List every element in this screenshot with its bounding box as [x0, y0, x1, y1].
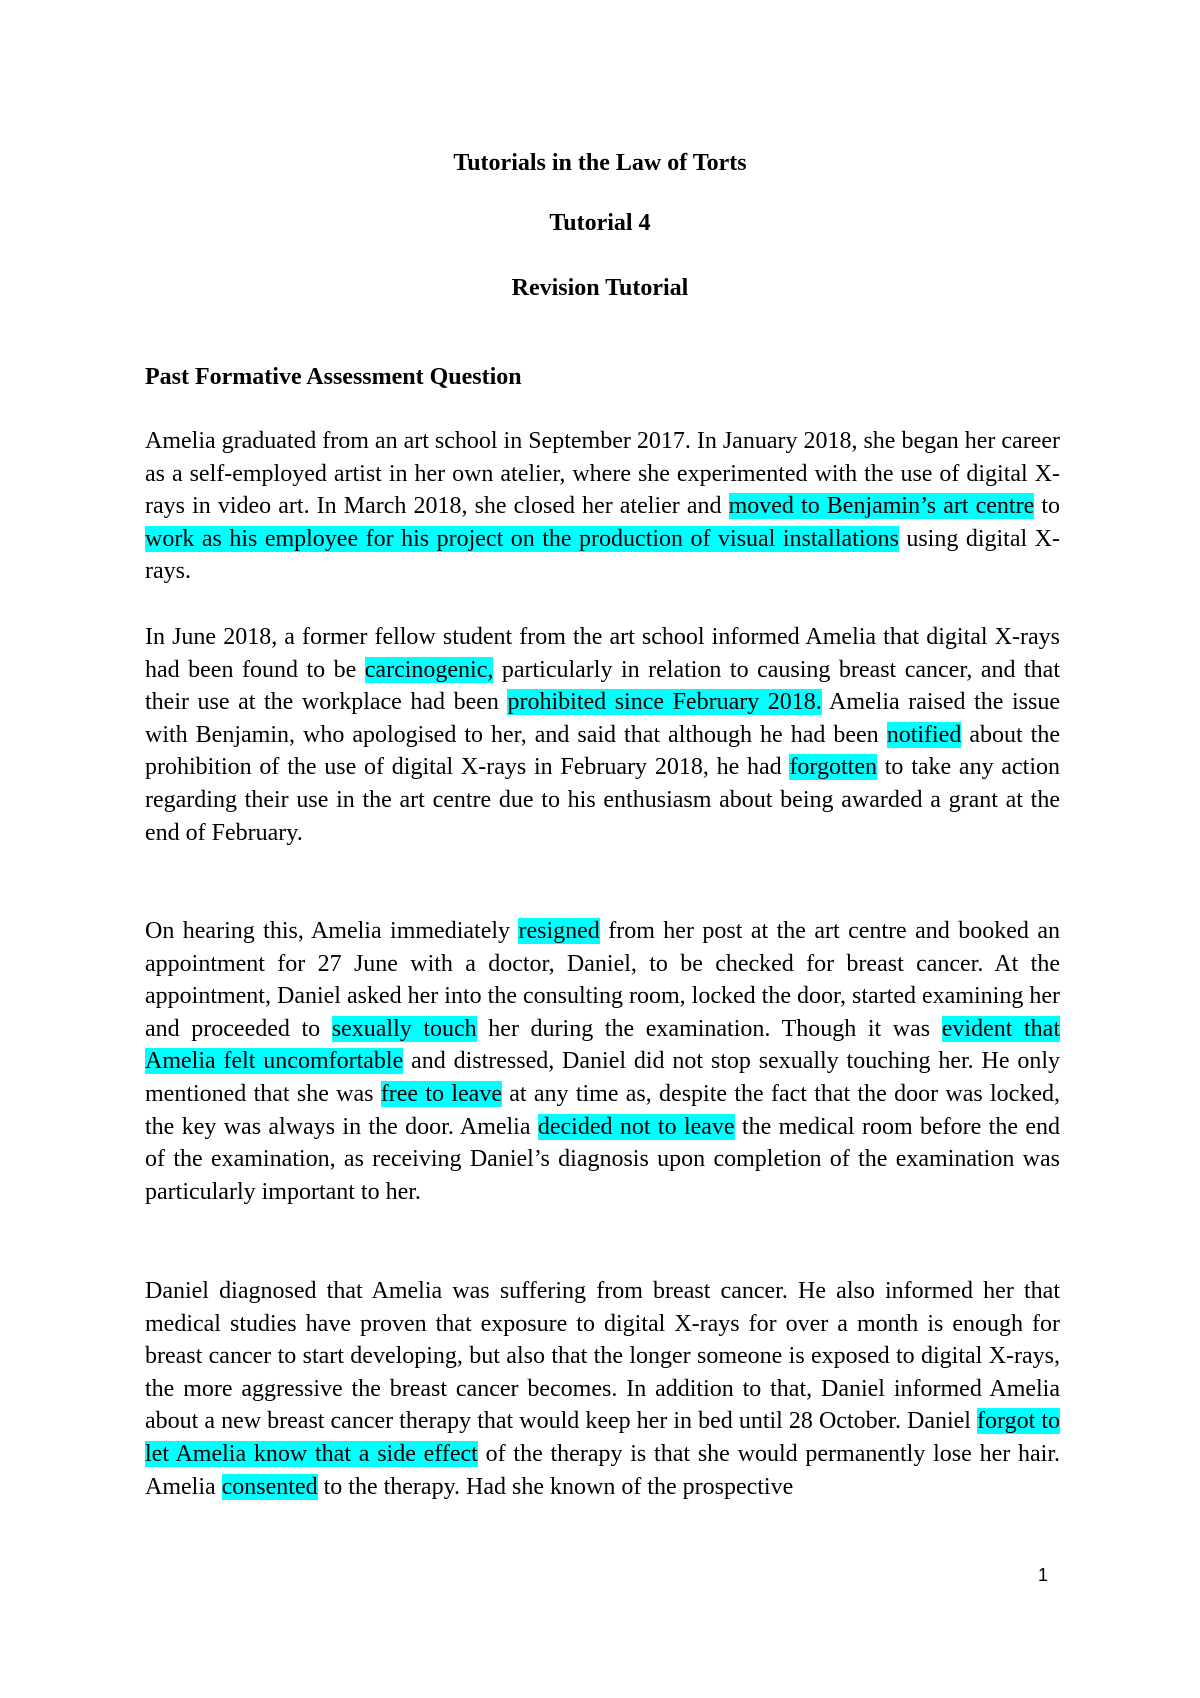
- paragraph-text: from her post at the art centre and booked an appointment for 27 June with a doctor, Daniel, to be checked for breast cancer. At the appointment, Daniel asked her into the consulting room, locked the door, started examining her and proceeded to: [145, 918, 1060, 1042]
- paragraph-text: about the prohibition of the use of digital X-rays in February 2018, he had: [145, 721, 1061, 781]
- paragraph-text: at any time as, despite the fact that the door was locked, the key was always in the door. Amelia: [145, 1080, 1060, 1140]
- paragraph-4: [145, 1275, 1060, 1503]
- paragraph-text: In June 2018, a former fellow student from the art school informed Amelia that digital X-rays had been found to be: [145, 624, 1060, 683]
- paragraph-text: her during the examination. Though it was: [476, 1015, 942, 1042]
- highlighted-text: consented: [221, 1473, 318, 1500]
- highlighted-text: forgotten: [789, 754, 877, 781]
- highlighted-text: evident that Amelia felt uncomfortable: [145, 1015, 1060, 1075]
- paragraph-1: [145, 425, 1060, 588]
- paragraph-text: to the therapy. Had she known of the prospective: [317, 1473, 794, 1500]
- highlighted-text: carcinogenic,: [364, 656, 494, 683]
- paragraph-3: [145, 915, 1060, 1208]
- section-heading: Past Formative Assessment Question: [145, 364, 522, 390]
- paragraph-text: the medical room before the end of the examination, as receiving Daniel’s diagnosis upon completion of the examination was particularly important to her.: [145, 1113, 1060, 1205]
- paragraph-text: of the therapy is that she would permanently lose her hair. Amelia: [145, 1440, 1060, 1500]
- paragraph-text: On hearing this, Amelia immediately: [145, 918, 519, 944]
- paragraph-text: to: [1034, 493, 1060, 520]
- paragraph-text: Daniel diagnosed that Amelia was suffering from breast cancer. He also informed her that medical studies have proven that exposure to digital X-rays for over a month is enough for breast cancer to start developing, but also that the longer someone is exposed to digital X-rays, the more aggressive the breast cancer becomes. In addition to that, Daniel informed Amelia about a new breast cancer therapy that would keep her in bed until 28 October. Daniel: [145, 1278, 1060, 1435]
- highlighted-text: prohibited since February 2018.: [507, 689, 822, 716]
- paragraph-text: to take any action regarding their use in the art centre due to his enthusiasm about being awarded a grant at the end of February.: [145, 754, 1060, 846]
- tutorial-number: Tutorial 4: [549, 210, 651, 236]
- tutorial-subtitle: Revision Tutorial: [511, 275, 689, 301]
- paragraph-text: and distressed, Daniel did not stop sexually touching her. He only mentioned that she was: [145, 1048, 1061, 1107]
- highlighted-text: forgot to let Amelia know that a side effect: [145, 1408, 1060, 1467]
- highlighted-text: free to leave: [380, 1080, 502, 1107]
- paragraph-2: [145, 621, 1060, 849]
- page-number: 1: [1038, 1565, 1049, 1585]
- paragraph-text: particularly in relation to causing breast cancer, and that their use at the workplace had been: [145, 656, 1060, 716]
- highlighted-text: resigned: [518, 918, 600, 944]
- paragraph-text: using digital X-rays.: [145, 525, 1060, 585]
- document-title: Tutorials in the Law of Torts: [453, 150, 747, 176]
- paragraph-text: Amelia graduated from an art school in September 2017. In January 2018, she began her career as a self-employed artist in her own atelier, where she experimented with the use of digital X-rays in video art. In March 2018, she closed her atelier and: [145, 428, 1060, 520]
- highlighted-text: sexually touch: [331, 1015, 477, 1042]
- paragraph-text: Amelia raised the issue with Benjamin, who apologised to her, and said that although he had been: [145, 689, 1060, 748]
- highlighted-text: work as his employee for his project on the production of visual installations: [145, 525, 899, 552]
- highlighted-text: moved to Benjamin’s art centre: [728, 493, 1035, 520]
- highlighted-text: decided not to leave: [537, 1113, 735, 1140]
- highlighted-text: notified: [886, 721, 962, 748]
